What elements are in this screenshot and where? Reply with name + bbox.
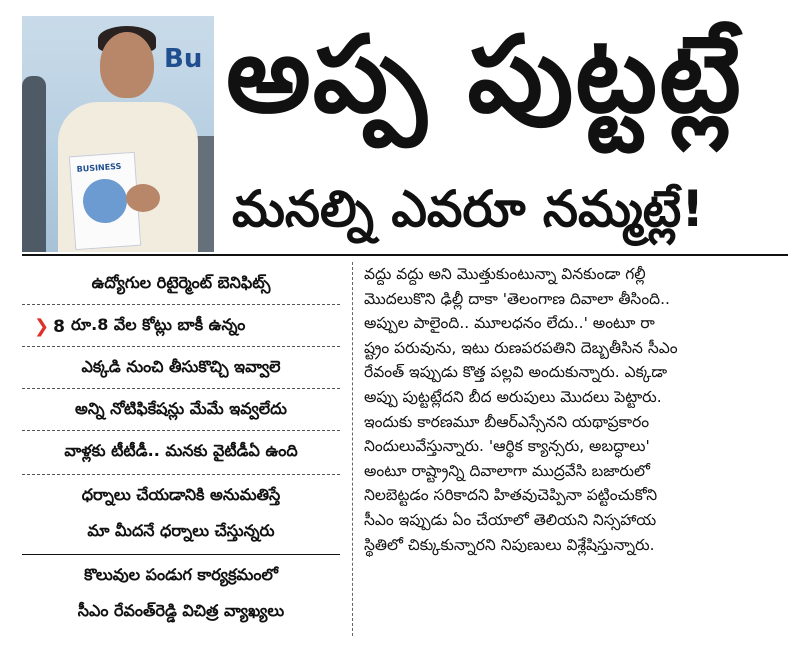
article-line: అంటూ రాష్ట్రాన్ని దివాలాగా ముద్రవేసి బజారులో bbox=[364, 461, 650, 480]
sidebar-quote bbox=[22, 480, 340, 513]
article-line: మొదలుకొని ఢిల్లీ దాకా 'తెలంగాణ దివాలా తీసింది.. bbox=[364, 289, 670, 308]
backdrop-text: Bu bbox=[164, 44, 203, 74]
sidebar-quote bbox=[22, 352, 340, 385]
book-title: BUSINESS bbox=[76, 161, 122, 174]
caption-text: సీఎం రేవంత్‌రెడ్డి విచిత్ర వ్యాఖ్యలు bbox=[77, 601, 285, 620]
sidebar-quote-highlight bbox=[22, 310, 340, 343]
quote-sidebar bbox=[22, 262, 340, 636]
quote-text: అన్ని నోటిఫికేషన్లు మేమే ఇవ్వలేదు bbox=[75, 399, 287, 418]
article-line: రేవంత్ ఇప్పుడు కొత్త పల్లవి అందుకున్నారు. ఎక్కడా bbox=[364, 363, 668, 382]
person-head bbox=[100, 32, 154, 98]
headline: అప్ప పుట్టట్లే bbox=[226, 13, 743, 136]
quote-text: వాళ్లకు టీటీడీ.. మనకు వైటీడీఏ ఉంది bbox=[64, 441, 298, 460]
caption-text: కొలువుల పండుగ కార్యక్రమంలో bbox=[84, 565, 278, 584]
quote-divider bbox=[22, 474, 340, 475]
quote-divider bbox=[22, 554, 340, 555]
article-line: అప్పుల పాలైంది.. మూలధనం లేదు..' అంటూ రా bbox=[364, 314, 655, 333]
column-divider bbox=[352, 262, 353, 636]
chevron-right-icon: ❯ bbox=[34, 316, 50, 337]
quote-text: రూ.8 వేల కోట్లు బాకీ ఉన్నం bbox=[70, 315, 246, 334]
sidebar-quote bbox=[22, 268, 340, 301]
subheadline: మనల్ని ఎవరూ నమ్మట్లే! bbox=[232, 180, 705, 238]
sidebar-quote bbox=[22, 394, 340, 427]
person-hand bbox=[126, 184, 160, 212]
quote-text: ధర్నాలు చేయడానికి అనుమతిస్తే bbox=[81, 485, 281, 504]
caption-line bbox=[22, 596, 340, 629]
quote-divider bbox=[22, 430, 340, 431]
article-line: నిలబెట్టడం సరికాదని హితవుచెప్పినా పట్టించుకోని bbox=[364, 486, 658, 505]
section-rule bbox=[22, 254, 788, 256]
article-line: ష్ట్రం పరువును, ఇటు రుణపరపతిని దెబ్బతీసిన సీఎం bbox=[364, 338, 678, 357]
quote-prefix: 8 bbox=[53, 316, 65, 337]
article-line: ఇందుకు కారణమూ బీఆర్ఎస్సేనని యథాప్రకారం bbox=[364, 412, 650, 431]
quote-text: ఎక్కడి నుంచి తీసుకొచ్చి ఇవ్వాలె bbox=[81, 357, 281, 376]
background-person bbox=[22, 76, 46, 252]
leader-photo bbox=[22, 16, 214, 252]
book-cover-image bbox=[82, 178, 129, 225]
article-line: వద్దు వద్దు అని మొత్తుకుంటున్నా వినకుండా గల్లీ bbox=[364, 265, 646, 283]
quote-divider bbox=[22, 304, 340, 305]
article-line: స్థితిలో చిక్కుకున్నారని నిపుణులు విశ్లేషిస్తున్నారు. bbox=[364, 535, 655, 554]
quote-text: మా మీదనే ధర్నాలు చేస్తున్నరు bbox=[87, 521, 275, 540]
quote-divider bbox=[22, 388, 340, 389]
quote-text: ఉద్యోగుల రిటైర్మెంట్ బెనిఫిట్స్ bbox=[91, 273, 271, 292]
article-line: సీఎం ఇప్పుడు ఏం చేయాలో తెలియని నిస్సహాయ bbox=[364, 510, 657, 529]
article-line: నిందులువేస్తున్నారు. 'ఆర్థిక క్యాన్సరు, అబద్ధాలు' bbox=[364, 437, 650, 456]
sidebar-quote bbox=[22, 516, 340, 549]
sidebar-quote bbox=[22, 436, 340, 469]
article-line: అప్పు పుట్టట్లేదని బీద అరుపులు మొదలు పెట్టారు. bbox=[364, 387, 662, 406]
article-body bbox=[364, 262, 788, 557]
quote-divider bbox=[22, 346, 340, 347]
caption-line bbox=[22, 560, 340, 593]
